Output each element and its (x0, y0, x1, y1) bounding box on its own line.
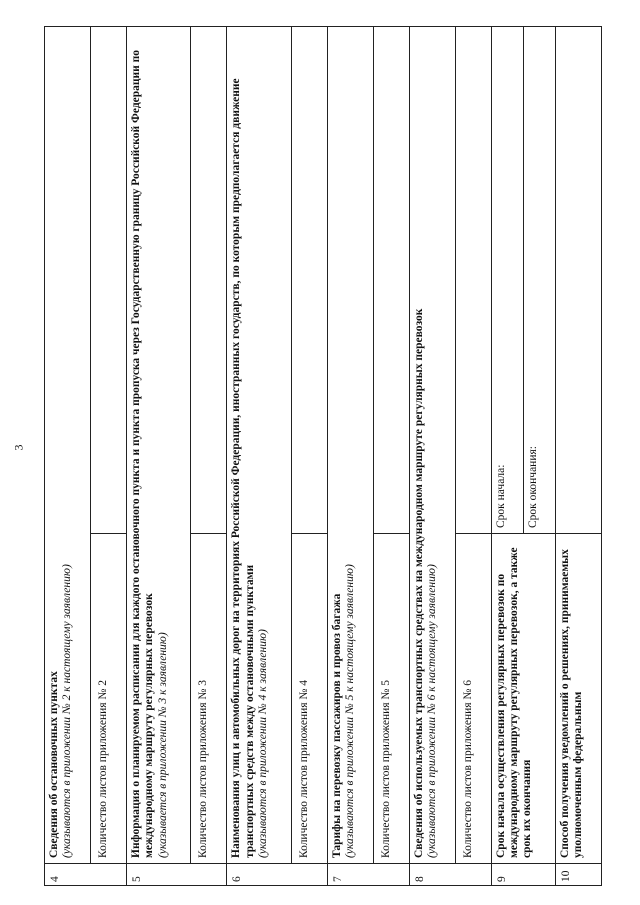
row-note: (указываются в приложении № 5 к настоящему заявлению) (343, 564, 356, 858)
table-row (227, 27, 291, 886)
row-number: 5 (127, 864, 227, 886)
page-number: 3 (11, 444, 26, 451)
row-heading: Тарифы на перевозку пассажиров и провоз багажа (330, 593, 343, 858)
row-number: 4 (45, 864, 127, 886)
table-row (191, 27, 227, 886)
table-row (491, 27, 523, 886)
table-row (327, 27, 373, 886)
row-title (409, 27, 455, 864)
row-heading: Сведения об остановочных пунктах (48, 671, 60, 858)
application-table (44, 26, 602, 886)
row-heading: Способ получения уведомлений о решениях, принимаемых уполномоченным федеральным (555, 534, 601, 864)
sheets-count-label: Количество листов приложения № 4 (291, 534, 327, 864)
sheets-count-value[interactable] (291, 27, 327, 534)
row-number: 9 (491, 864, 555, 886)
row-heading: Срок начала осуществления регулярных перевозок по международному маршруту регулярных перевозок, а также срок их окончания (491, 534, 555, 864)
row-number: 6 (227, 864, 327, 886)
sheets-count-label: Количество листов приложения № 6 (455, 534, 491, 864)
sheets-count-value[interactable] (455, 27, 491, 534)
sheets-count-value[interactable] (373, 27, 409, 534)
table-row (455, 27, 491, 886)
row-title (127, 27, 191, 864)
row-title (227, 27, 291, 864)
start-date-label: Срок начала: (494, 464, 507, 528)
sheets-count-label: Количество листов приложения № 5 (373, 534, 409, 864)
row-heading: Информация о планируемом расписании для каждого остановочного пункта и пункта пропуска через Государственную границу Российской Федерации по международному маршруту регулярных перевозок (130, 49, 156, 858)
table-row (409, 27, 455, 886)
end-date-label: Срок окончания: (526, 446, 539, 528)
row-number: 10 (555, 864, 601, 886)
row-number: 8 (409, 864, 491, 886)
row-title (327, 27, 373, 864)
table-row (555, 27, 601, 886)
row-title (45, 27, 91, 864)
table-row (291, 27, 327, 886)
sheets-count-label: Количество листов приложения № 3 (191, 534, 227, 864)
row-heading: Наименования улиц и автомобильных дорог на территориях Российской Федерации, иностранных государств, по которым предполагается движение транспортных средств между остановочными пунктами (230, 78, 256, 858)
table-row (45, 27, 91, 886)
row-number: 7 (327, 864, 409, 886)
document-table-rotated (44, 26, 602, 886)
notification-method-value[interactable] (555, 27, 601, 534)
table-row (373, 27, 409, 886)
table-row (91, 27, 127, 886)
start-date-field[interactable] (491, 27, 523, 534)
row-note: (указывается в приложении № 3 к заявлению) (156, 632, 169, 858)
sheets-count-value[interactable] (191, 27, 227, 534)
row-note: (указываются в приложении № 4 к заявлению) (256, 629, 269, 858)
end-date-field[interactable] (523, 27, 555, 534)
table-row (127, 27, 191, 886)
row-note: (указываются в приложении № 6 к настоящему заявлению) (425, 564, 438, 858)
row-note: (указываются в приложении № 2 к настоящему заявлению) (61, 564, 74, 858)
sheets-count-label: Количество листов приложения № 2 (91, 534, 127, 864)
row-heading: Сведения об используемых транспортных средствах на международном маршруте регулярных перевозок (412, 308, 425, 858)
sheets-count-value[interactable] (91, 27, 127, 534)
